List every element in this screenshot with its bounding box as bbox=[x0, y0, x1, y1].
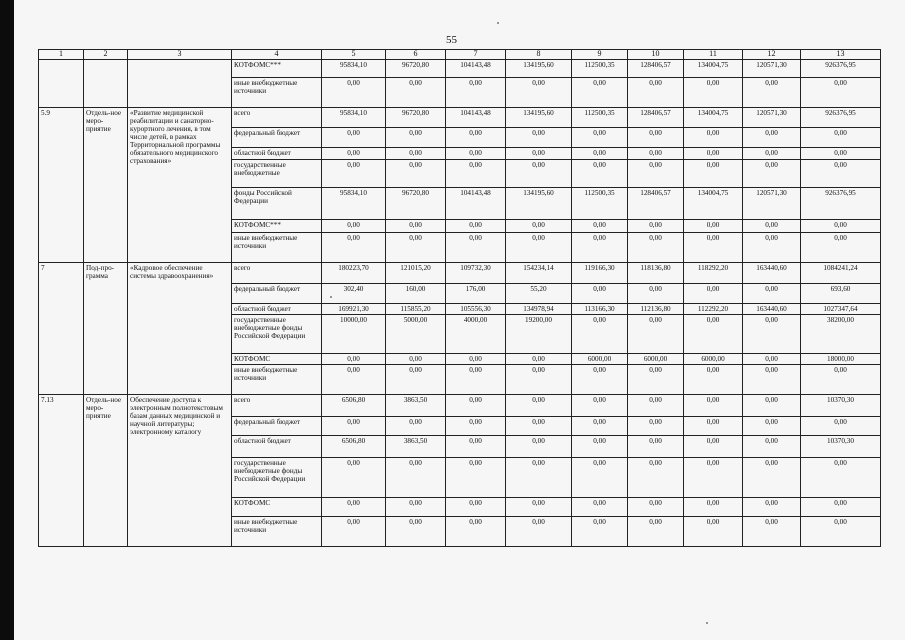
value-cell: 0,00 bbox=[572, 365, 628, 395]
value-cell: 0,00 bbox=[743, 284, 801, 304]
value-cell: 0,00 bbox=[572, 498, 628, 517]
scan-speck bbox=[497, 22, 499, 24]
value-cell: 0,00 bbox=[446, 395, 506, 417]
row-code bbox=[39, 60, 84, 108]
value-cell: 0,00 bbox=[506, 517, 572, 547]
value-cell: 0,00 bbox=[386, 148, 446, 160]
value-cell: 0,00 bbox=[322, 517, 386, 547]
value-cell: 0,00 bbox=[684, 417, 743, 436]
value-cell: 0,00 bbox=[322, 498, 386, 517]
funding-source: КОТФОМС bbox=[232, 498, 322, 517]
value-cell: 4000,00 bbox=[446, 315, 506, 354]
value-cell: 0,00 bbox=[801, 517, 881, 547]
funding-source: КОТФОМС bbox=[232, 354, 322, 365]
value-cell: 0,00 bbox=[801, 128, 881, 148]
value-cell: 0,00 bbox=[446, 220, 506, 233]
scan-speck bbox=[706, 622, 708, 624]
value-cell: 0,00 bbox=[572, 148, 628, 160]
value-cell: 0,00 bbox=[743, 498, 801, 517]
value-cell: 0,00 bbox=[628, 436, 684, 458]
value-cell: 18000,00 bbox=[801, 354, 881, 365]
value-cell: 0,00 bbox=[743, 160, 801, 188]
value-cell: 0,00 bbox=[743, 417, 801, 436]
value-cell: 96720,80 bbox=[386, 108, 446, 128]
value-cell: 128406,57 bbox=[628, 108, 684, 128]
funding-source: иные внебюджетные источники bbox=[232, 517, 322, 547]
scan-speck bbox=[330, 296, 332, 298]
value-cell: 0,00 bbox=[386, 498, 446, 517]
value-cell: 0,00 bbox=[506, 220, 572, 233]
value-cell: 96720,80 bbox=[386, 60, 446, 78]
value-cell: 0,00 bbox=[743, 354, 801, 365]
value-cell: 6000,00 bbox=[572, 354, 628, 365]
col-header: 13 bbox=[801, 50, 881, 60]
value-cell: 0,00 bbox=[743, 458, 801, 498]
value-cell: 0,00 bbox=[506, 417, 572, 436]
col-header: 7 bbox=[446, 50, 506, 60]
value-cell: 0,00 bbox=[322, 128, 386, 148]
value-cell: 112136,80 bbox=[628, 304, 684, 315]
value-cell: 38200,00 bbox=[801, 315, 881, 354]
value-cell: 0,00 bbox=[684, 233, 743, 263]
value-cell: 693,60 bbox=[801, 284, 881, 304]
value-cell: 302,40 bbox=[322, 284, 386, 304]
value-cell: 0,00 bbox=[322, 233, 386, 263]
value-cell: 134004,75 bbox=[684, 188, 743, 220]
value-cell: 134195,60 bbox=[506, 188, 572, 220]
value-cell: 105556,30 bbox=[446, 304, 506, 315]
value-cell: 0,00 bbox=[684, 315, 743, 354]
value-cell: 0,00 bbox=[801, 160, 881, 188]
row-name: «Развитие медицинской реабилитации и санаторно-курортного лечения, в том числе детей, в рамках Территориальной программы обязательного медицинского страхования» bbox=[128, 108, 232, 263]
value-cell: 0,00 bbox=[684, 160, 743, 188]
value-cell: 163440,60 bbox=[743, 263, 801, 284]
value-cell: 112500,35 bbox=[572, 188, 628, 220]
value-cell: 128406,57 bbox=[628, 188, 684, 220]
funding-source: всего bbox=[232, 395, 322, 417]
value-cell: 0,00 bbox=[628, 365, 684, 395]
value-cell: 0,00 bbox=[386, 517, 446, 547]
value-cell: 0,00 bbox=[386, 128, 446, 148]
value-cell: 0,00 bbox=[743, 220, 801, 233]
col-header: 8 bbox=[506, 50, 572, 60]
value-cell: 0,00 bbox=[801, 498, 881, 517]
value-cell: 10370,30 bbox=[801, 436, 881, 458]
value-cell: 926376,95 bbox=[801, 108, 881, 128]
value-cell: 0,00 bbox=[572, 160, 628, 188]
value-cell: 134004,75 bbox=[684, 60, 743, 78]
funding-source: КОТФОМС*** bbox=[232, 60, 322, 78]
row-code: 5.9 bbox=[39, 108, 84, 263]
col-header: 5 bbox=[322, 50, 386, 60]
value-cell: 134195,60 bbox=[506, 108, 572, 128]
value-cell: 1027347,64 bbox=[801, 304, 881, 315]
value-cell: 0,00 bbox=[446, 160, 506, 188]
funding-source: областной бюджет bbox=[232, 436, 322, 458]
value-cell: 0,00 bbox=[572, 78, 628, 108]
value-cell: 113166,30 bbox=[572, 304, 628, 315]
value-cell: 0,00 bbox=[322, 417, 386, 436]
value-cell: 0,00 bbox=[628, 315, 684, 354]
value-cell: 3863,50 bbox=[386, 436, 446, 458]
col-header: 4 bbox=[232, 50, 322, 60]
value-cell: 0,00 bbox=[322, 148, 386, 160]
value-cell: 0,00 bbox=[386, 78, 446, 108]
table-body bbox=[39, 50, 881, 547]
row-type: Отдель-ное меро-приятие bbox=[84, 108, 128, 263]
value-cell: 112500,35 bbox=[572, 108, 628, 128]
value-cell: 0,00 bbox=[572, 315, 628, 354]
value-cell: 0,00 bbox=[628, 78, 684, 108]
value-cell: 19200,00 bbox=[506, 315, 572, 354]
value-cell: 6000,00 bbox=[684, 354, 743, 365]
col-header: 10 bbox=[628, 50, 684, 60]
value-cell: 0,00 bbox=[684, 458, 743, 498]
value-cell: 0,00 bbox=[446, 436, 506, 458]
value-cell: 0,00 bbox=[801, 78, 881, 108]
value-cell: 0,00 bbox=[322, 78, 386, 108]
row-name bbox=[128, 60, 232, 108]
value-cell: 0,00 bbox=[684, 128, 743, 148]
row-name: «Кадровое обеспечение системы здравоохранения» bbox=[128, 263, 232, 395]
value-cell: 121015,20 bbox=[386, 263, 446, 284]
funding-source: иные внебюджетные источники bbox=[232, 78, 322, 108]
value-cell: 0,00 bbox=[801, 220, 881, 233]
value-cell: 0,00 bbox=[446, 517, 506, 547]
value-cell: 119166,30 bbox=[572, 263, 628, 284]
funding-source: всего bbox=[232, 263, 322, 284]
budget-table bbox=[38, 49, 881, 547]
value-cell: 120571,30 bbox=[743, 60, 801, 78]
value-cell: 120571,30 bbox=[743, 188, 801, 220]
row-type bbox=[84, 60, 128, 108]
col-header: 1 bbox=[39, 50, 84, 60]
value-cell: 6506,80 bbox=[322, 436, 386, 458]
value-cell: 0,00 bbox=[628, 517, 684, 547]
column-number-row bbox=[39, 50, 881, 60]
funding-source: государственные внебюджетные фонды Российской Федерации bbox=[232, 458, 322, 498]
table-row bbox=[39, 395, 881, 417]
value-cell: 0,00 bbox=[322, 160, 386, 188]
value-cell: 0,00 bbox=[506, 233, 572, 263]
value-cell: 0,00 bbox=[743, 395, 801, 417]
value-cell: 169921,30 bbox=[322, 304, 386, 315]
value-cell: 0,00 bbox=[743, 365, 801, 395]
value-cell: 0,00 bbox=[322, 354, 386, 365]
value-cell: 0,00 bbox=[446, 128, 506, 148]
value-cell: 0,00 bbox=[743, 78, 801, 108]
funding-source: федеральный бюджет bbox=[232, 417, 322, 436]
value-cell: 0,00 bbox=[572, 458, 628, 498]
funding-source: иные внебюджетные источники bbox=[232, 233, 322, 263]
value-cell: 926376,95 bbox=[801, 60, 881, 78]
value-cell: 0,00 bbox=[628, 148, 684, 160]
value-cell: 0,00 bbox=[446, 417, 506, 436]
value-cell: 0,00 bbox=[386, 354, 446, 365]
value-cell: 0,00 bbox=[322, 458, 386, 498]
value-cell: 163440,60 bbox=[743, 304, 801, 315]
row-name: Обеспечение доступа к электронным полнотекстовым базам данных медицинской и научной литературы; электронному каталогу bbox=[128, 395, 232, 547]
value-cell: 0,00 bbox=[506, 148, 572, 160]
value-cell: 134195,60 bbox=[506, 60, 572, 78]
value-cell: 0,00 bbox=[446, 458, 506, 498]
value-cell: 5000,00 bbox=[386, 315, 446, 354]
col-header: 2 bbox=[84, 50, 128, 60]
value-cell: 6506,80 bbox=[322, 395, 386, 417]
value-cell: 96720,80 bbox=[386, 188, 446, 220]
value-cell: 180223,70 bbox=[322, 263, 386, 284]
value-cell: 0,00 bbox=[506, 458, 572, 498]
value-cell: 128406,57 bbox=[628, 60, 684, 78]
value-cell: 3863,50 bbox=[386, 395, 446, 417]
value-cell: 0,00 bbox=[506, 160, 572, 188]
value-cell: 0,00 bbox=[743, 315, 801, 354]
value-cell: 0,00 bbox=[743, 148, 801, 160]
table-row bbox=[39, 263, 881, 284]
value-cell: 0,00 bbox=[572, 233, 628, 263]
value-cell: 0,00 bbox=[386, 365, 446, 395]
col-header: 12 bbox=[743, 50, 801, 60]
value-cell: 95834,10 bbox=[322, 188, 386, 220]
funding-source: всего bbox=[232, 108, 322, 128]
value-cell: 0,00 bbox=[628, 417, 684, 436]
table-row bbox=[39, 60, 881, 78]
value-cell: 0,00 bbox=[684, 395, 743, 417]
funding-source: федеральный бюджет bbox=[232, 128, 322, 148]
value-cell: 0,00 bbox=[684, 436, 743, 458]
value-cell: 0,00 bbox=[506, 436, 572, 458]
value-cell: 176,00 bbox=[446, 284, 506, 304]
value-cell: 104143,48 bbox=[446, 60, 506, 78]
scan-border bbox=[0, 0, 14, 640]
value-cell: 0,00 bbox=[801, 233, 881, 263]
value-cell: 95834,10 bbox=[322, 60, 386, 78]
value-cell: 0,00 bbox=[684, 148, 743, 160]
funding-source: федеральный бюджет bbox=[232, 284, 322, 304]
value-cell: 0,00 bbox=[684, 365, 743, 395]
value-cell: 0,00 bbox=[572, 517, 628, 547]
value-cell: 0,00 bbox=[684, 498, 743, 517]
value-cell: 0,00 bbox=[506, 365, 572, 395]
value-cell: 120571,30 bbox=[743, 108, 801, 128]
value-cell: 0,00 bbox=[446, 354, 506, 365]
row-code: 7 bbox=[39, 263, 84, 395]
value-cell: 134978,94 bbox=[506, 304, 572, 315]
value-cell: 0,00 bbox=[572, 220, 628, 233]
col-header: 3 bbox=[128, 50, 232, 60]
value-cell: 0,00 bbox=[446, 365, 506, 395]
row-code: 7.13 bbox=[39, 395, 84, 547]
value-cell: 160,00 bbox=[386, 284, 446, 304]
row-type: Отдель-ное меро-приятие bbox=[84, 395, 128, 547]
value-cell: 0,00 bbox=[801, 417, 881, 436]
value-cell: 0,00 bbox=[386, 417, 446, 436]
value-cell: 0,00 bbox=[684, 78, 743, 108]
value-cell: 0,00 bbox=[572, 128, 628, 148]
value-cell: 0,00 bbox=[322, 365, 386, 395]
value-cell: 0,00 bbox=[322, 220, 386, 233]
value-cell: 0,00 bbox=[628, 160, 684, 188]
table-row bbox=[39, 108, 881, 128]
value-cell: 10370,30 bbox=[801, 395, 881, 417]
value-cell: 0,00 bbox=[446, 78, 506, 108]
value-cell: 95834,10 bbox=[322, 108, 386, 128]
value-cell: 0,00 bbox=[684, 220, 743, 233]
value-cell: 0,00 bbox=[743, 233, 801, 263]
value-cell: 154234,14 bbox=[506, 263, 572, 284]
value-cell: 0,00 bbox=[628, 284, 684, 304]
value-cell: 55,20 bbox=[506, 284, 572, 304]
value-cell: 118292,20 bbox=[684, 263, 743, 284]
value-cell: 0,00 bbox=[446, 498, 506, 517]
value-cell: 0,00 bbox=[386, 233, 446, 263]
value-cell: 0,00 bbox=[506, 354, 572, 365]
value-cell: 10000,00 bbox=[322, 315, 386, 354]
value-cell: 926376,95 bbox=[801, 188, 881, 220]
value-cell: 115855,20 bbox=[386, 304, 446, 315]
value-cell: 6000,00 bbox=[628, 354, 684, 365]
value-cell: 0,00 bbox=[572, 395, 628, 417]
value-cell: 118136,80 bbox=[628, 263, 684, 284]
funding-source: областной бюджет bbox=[232, 304, 322, 315]
value-cell: 0,00 bbox=[628, 458, 684, 498]
value-cell: 0,00 bbox=[386, 220, 446, 233]
value-cell: 109732,30 bbox=[446, 263, 506, 284]
value-cell: 0,00 bbox=[801, 458, 881, 498]
value-cell: 0,00 bbox=[684, 284, 743, 304]
value-cell: 0,00 bbox=[446, 233, 506, 263]
funding-source: государственные внебюджетные bbox=[232, 160, 322, 188]
value-cell: 0,00 bbox=[506, 498, 572, 517]
value-cell: 0,00 bbox=[572, 417, 628, 436]
value-cell: 0,00 bbox=[446, 148, 506, 160]
value-cell: 0,00 bbox=[386, 160, 446, 188]
value-cell: 0,00 bbox=[743, 128, 801, 148]
funding-source: КОТФОМС*** bbox=[232, 220, 322, 233]
value-cell: 0,00 bbox=[743, 436, 801, 458]
value-cell: 112292,20 bbox=[684, 304, 743, 315]
value-cell: 1084241,24 bbox=[801, 263, 881, 284]
value-cell: 0,00 bbox=[572, 284, 628, 304]
value-cell: 0,00 bbox=[684, 517, 743, 547]
value-cell: 0,00 bbox=[628, 128, 684, 148]
value-cell: 0,00 bbox=[506, 78, 572, 108]
value-cell: 112500,35 bbox=[572, 60, 628, 78]
value-cell: 0,00 bbox=[628, 220, 684, 233]
value-cell: 104143,48 bbox=[446, 108, 506, 128]
value-cell: 0,00 bbox=[386, 458, 446, 498]
funding-source: фонды Российской Федерации bbox=[232, 188, 322, 220]
value-cell: 134004,75 bbox=[684, 108, 743, 128]
value-cell: 0,00 bbox=[628, 233, 684, 263]
value-cell: 0,00 bbox=[628, 498, 684, 517]
value-cell: 0,00 bbox=[801, 148, 881, 160]
value-cell: 0,00 bbox=[506, 395, 572, 417]
funding-source: областной бюджет bbox=[232, 148, 322, 160]
value-cell: 0,00 bbox=[801, 365, 881, 395]
funding-source: иные внебюджетные источники bbox=[232, 365, 322, 395]
row-type: Под-про-грамма bbox=[84, 263, 128, 395]
col-header: 6 bbox=[386, 50, 446, 60]
value-cell: 0,00 bbox=[628, 395, 684, 417]
value-cell: 0,00 bbox=[743, 517, 801, 547]
value-cell: 0,00 bbox=[506, 128, 572, 148]
value-cell: 0,00 bbox=[572, 436, 628, 458]
col-header: 11 bbox=[684, 50, 743, 60]
page-number: 55 bbox=[446, 34, 457, 46]
col-header: 9 bbox=[572, 50, 628, 60]
value-cell: 104143,48 bbox=[446, 188, 506, 220]
funding-source: государственные внебюджетные фонды Российской Федерации bbox=[232, 315, 322, 354]
